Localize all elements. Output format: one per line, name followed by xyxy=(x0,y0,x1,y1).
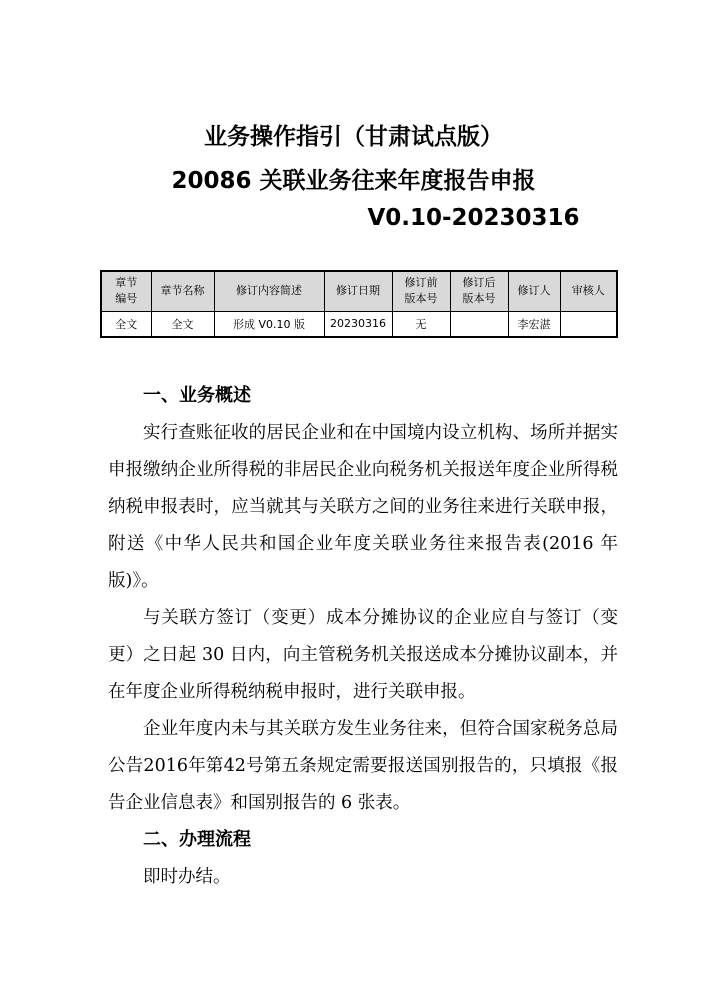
revision-table-header-cell: 修订人 xyxy=(508,271,560,311)
revision-table-header-cell: 修订日期 xyxy=(324,271,392,311)
revision-table-header-cell: 修订内容简述 xyxy=(214,271,324,311)
revision-table-cell xyxy=(560,311,617,337)
revision-table xyxy=(100,270,618,338)
revision-table-header-row xyxy=(101,271,617,311)
revision-table-body xyxy=(101,311,617,337)
body-paragraph: 实行查账征收的居民企业和在中国境内设立机构、场所并据实申报缴纳企业所得税的非居民企业向税务机关报送年度企业所得税纳税申报表时，应当就其与关联方之间的业务往来进行关联申报，附送《中华人民共和国企业年度关联业务往来报告表(2016 年版)》。 xyxy=(108,423,618,591)
revision-table-cell: 形成 V0.10 版 xyxy=(214,311,324,337)
revision-table-cell: 李宏湛 xyxy=(508,311,560,337)
revision-table-header-cell: 章节名称 xyxy=(151,271,214,311)
revision-table-header-cell: 章节 编号 xyxy=(101,271,151,311)
section-heading: 二、办理流程 xyxy=(143,829,251,850)
revision-table-cell xyxy=(450,311,508,337)
body-paragraph: 与关联方签订（变更）成本分摊协议的企业应自与签订（变更）之日起 30 日内，向主管税务机关报送成本分摊协议副本，并在年度企业所得税纳税申报时，进行关联申报。 xyxy=(108,608,618,702)
revision-table-cell: 全文 xyxy=(101,311,151,337)
section-heading: 一、业务概述 xyxy=(143,385,251,406)
revision-table-cell: 全文 xyxy=(151,311,214,337)
revision-table-row xyxy=(101,311,617,337)
body-paragraph: 即时办结。 xyxy=(143,867,231,887)
document-title-line1: 业务操作指引（甘肃试点版） xyxy=(204,124,503,150)
revision-table-cell: 20230316 xyxy=(324,311,392,337)
revision-table-cell: 无 xyxy=(392,311,450,337)
document-title-line2: 20086 关联业务往来年度报告申报 xyxy=(171,168,536,194)
revision-table-header-cell: 修订前 版本号 xyxy=(392,271,450,311)
revision-table-header-cell: 审核人 xyxy=(560,271,617,311)
body-paragraph: 企业年度内未与其关联方发生业务往来，但符合国家税务总局公告2016年第42号第五条规定需要报送国别报告的，只填报《报告企业信息表》和国别报告的 6 张表。 xyxy=(108,719,618,813)
document-version: V0.10-20230316 xyxy=(367,205,580,231)
revision-table-header-cell: 修订后 版本号 xyxy=(450,271,508,311)
